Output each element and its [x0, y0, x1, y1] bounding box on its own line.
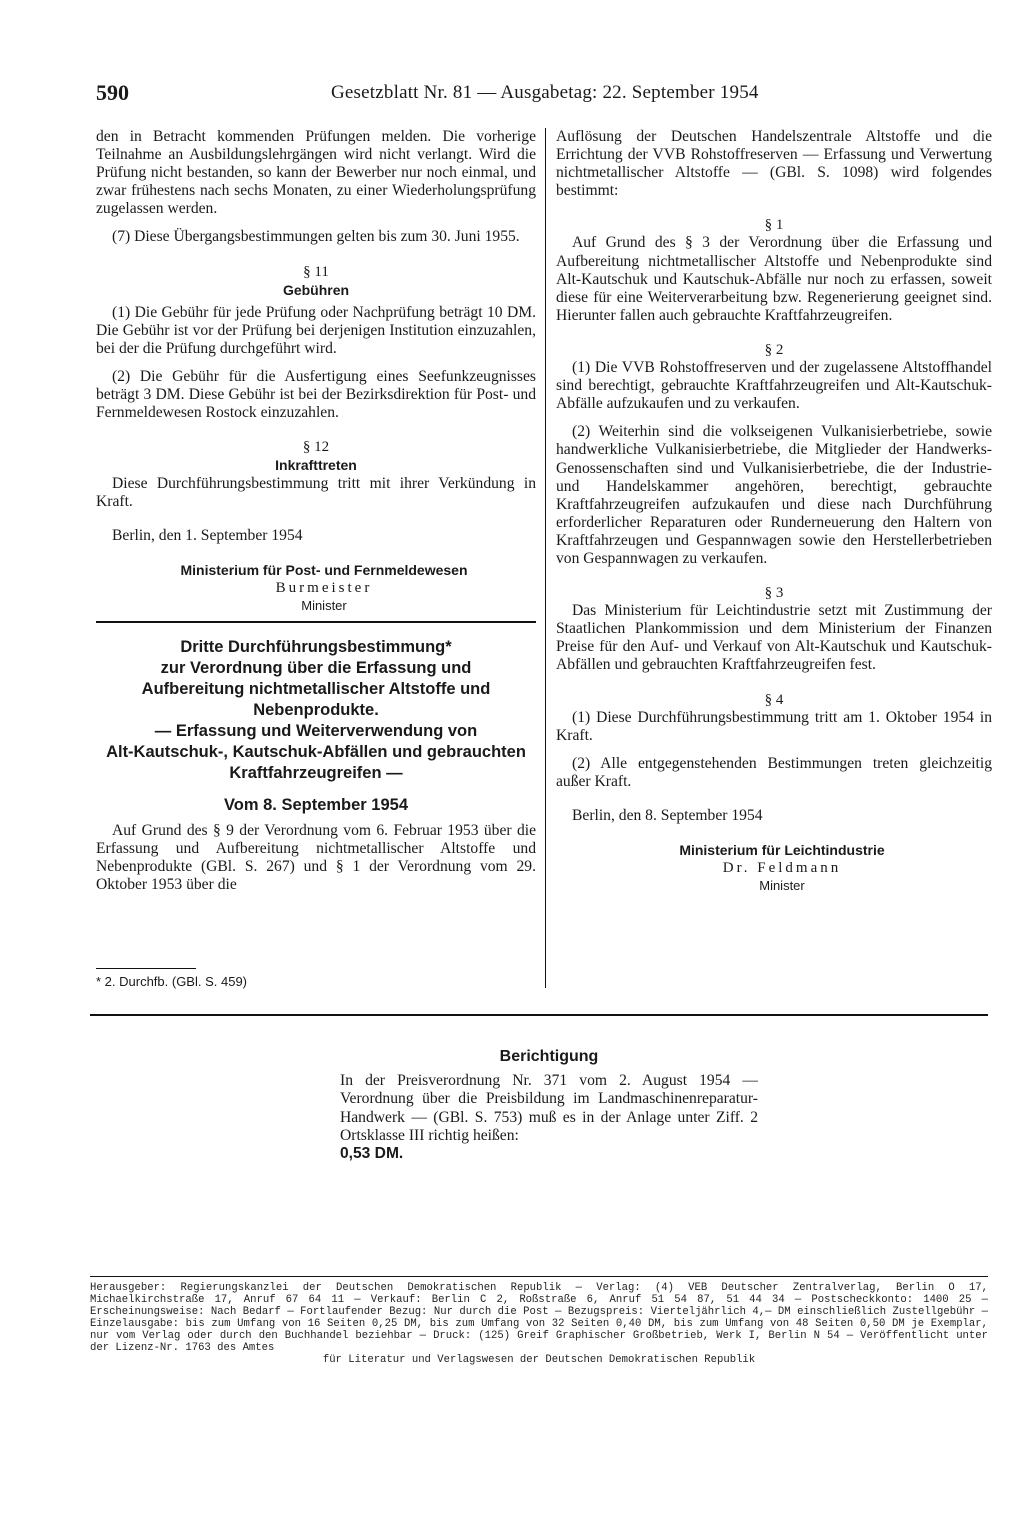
title-line: zur Verordnung über die Erfassung und	[160, 659, 472, 678]
header-title: Gesetzblatt Nr. 81 — Ausgabetag: 22. September 1954	[331, 82, 759, 103]
page-separator	[90, 1014, 988, 1016]
imprint-rule	[90, 1276, 988, 1277]
paragraph: (1) Die VVB Rohstoffreserven und der zugelassene Altstoffhandel sind berechtigt, gebrauchte Kraftfahrzeugreifen und Alt-Kautschuk-Abfälle aufzukaufen und zu verkaufen.	[556, 359, 992, 413]
paragraph: (2) Alle entgegenstehenden Bestimmungen treten gleichzeitig außer Kraft.	[556, 754, 992, 790]
page-header	[96, 80, 786, 110]
paragraph: (2) Die Gebühr für die Ausfertigung eines Seefunkzeugnisses beträgt 3 DM. Diese Gebühr ist bei der Bezirksdirektion für Post- und Fernmeldewesen Rostock einzuzahlen.	[96, 368, 536, 422]
section-rule	[96, 621, 536, 623]
correction-notice	[340, 1048, 758, 1163]
paragraph: Auflösung der Deutschen Handelszentrale Altstoffe und die Errichtung der VVB Rohstoffreserven — Erfassung und Verwertung nichtmetallischer Altstoffe — (GBl. S. 1098) wird folgendes bestimmt:	[556, 128, 992, 200]
section-heading: § 3	[764, 585, 784, 602]
title-line: — Erfassung und Weiterverwendung von	[154, 722, 478, 741]
signature-role: Minister	[301, 597, 347, 613]
paragraph: Auf Grund des § 3 der Verordnung über die Erfassung und Aufbereitung nichtmetallischer Altstoffe und Nebenprodukte sind Alt-Kautschuk und Kautschuk-Abfälle nur noch zu erfassen, soweit diese für eine Weiterverarbeitung bzw. Regenerierung geeignet sind. Hierunter fallen auch gebrauchte Kraftfahrzeugreifen.	[556, 234, 992, 324]
title-line: Kraftfahrzeugreifen —	[229, 764, 403, 783]
left-column	[96, 128, 536, 895]
title-line: Nebenprodukte.	[253, 701, 379, 720]
section-heading: § 11	[303, 263, 329, 280]
section-heading: § 1	[764, 217, 784, 234]
paragraph: Diese Durchführungsbestimmung tritt mit ihrer Verkündung in Kraft.	[96, 474, 536, 510]
paragraph: (2) Weiterhin sind die volkseigenen Vulkanisierbetriebe, sowie handwerkliche Vulkanisierbetriebe, die Mitglieder der Handwerks-Genossenschaften sind und Vulkanisierbetriebe, die der Industrie- und Handelskammer angehören, berechtigt, gebrauchte Kraftfahrzeugreifen aufzukaufen und diese nach Durchführung erforderlicher Reparaturen oder Runderneuerung den Haltern von Kraftfahrzeugen und Gespannwagen sowie den Herstellerbetrieben von Gespannwagen zu verkaufen.	[556, 423, 992, 567]
title-line: Alt-Kautschuk-, Kautschuk-Abfällen und gebrauchten	[106, 743, 526, 762]
section-heading: § 4	[764, 691, 784, 708]
paragraph: (7) Diese Übergangsbestimmungen gelten bis zum 30. Juni 1955.	[112, 228, 520, 246]
section-title: Gebühren	[282, 281, 350, 298]
ordinance-title	[96, 637, 536, 784]
title-line: Aufbereitung nichtmetallischer Altstoffe und	[141, 680, 491, 699]
imprint-text: Herausgeber: Regierungskanzlei der Deutschen Demokratischen Republik — Verlag: (4) VEB Deutscher Zentralverlag, Berlin O 17, Michaelkirchstraße 17, Anruf 67 64 11 — Verkauf: Berlin C 2, Roßstraße 6, Anruf 51 54 87, 51 44 34 — Postscheckkonto: 1400 25 — Erscheinungsweise: Nach Bedarf — Fortlaufender Bezug: Nur durch die Post — Bezugspreis: Vierteljährlich 4,— DM einschließlich Zustellgebühr — Einzelausgabe: bis zum Umfang von 16 Seiten 0,25 DM, bis zum Umfang von 32 Seiten 0,40 DM, bis zum Umfang von 48 Seiten 0,50 DM je Exemplar, nur vom Verlag oder durch den Buchhandel beziehbar — Druck: (125) Greif Graphischer Großbetrieb, Werk I, Berlin N 54 — Veröffentlicht unter der Lizenz-Nr. 1763 des Amtes	[90, 1282, 988, 1354]
paragraph: den in Betracht kommenden Prüfungen melden. Die vorherige Teilnahme an Ausbildungslehrgängen wird nicht verlangt. Wird die Prüfung nicht bestanden, so kann der Bewerber nur noch einmal, und zwar frühestens nach sechs Monaten, zu einer Wiederholungsprüfung zugelassen werden.	[96, 128, 536, 218]
signature-date: Berlin, den 1. September 1954	[112, 526, 303, 544]
section-title: Inkrafttreten	[275, 457, 357, 474]
paragraph: (1) Die Gebühr für jede Prüfung oder Nachprüfung beträgt 10 DM. Die Gebühr ist vor der Prüfung bei derjenigen Institution einzuzahlen, bei der die Prüfung durchgeführt wird.	[96, 303, 536, 357]
section-heading: § 12	[302, 439, 330, 456]
section-heading: § 2	[764, 341, 784, 358]
page-number: 590	[96, 80, 129, 105]
right-column	[556, 128, 992, 895]
paragraph: Auf Grund des § 9 der Verordnung vom 6. Februar 1953 über die Erfassung und Aufbereitung nichtmetallischer Altstoffe und Nebenprodukte (GBl. S. 267) und § 1 der Verordnung vom 29. Oktober 1953 über die	[96, 822, 536, 894]
signature-name: Burmeister	[275, 579, 373, 596]
signature-ministry: Ministerium für Leichtindustrie	[679, 842, 885, 859]
publisher-imprint	[90, 1282, 988, 1366]
signature-date: Berlin, den 8. September 1954	[572, 807, 763, 824]
imprint-last-line: für Literatur und Verlagswesen der Deutschen Demokratischen Republik	[322, 1354, 756, 1366]
ordinance-date: Vom 8. September 1954	[223, 796, 409, 815]
title-line: Dritte Durchführungsbestimmung*	[180, 638, 452, 657]
paragraph: Das Ministerium für Leichtindustrie setzt mit Zustimmung der Staatlichen Plankommission und dem Ministerium der Finanzen Preise für den Auf- und Verkauf von Alt-Kautschuk und Kautschuk-Abfällen und gebrauchten Kraftfahrzeugreifen fest.	[556, 602, 992, 674]
paragraph: (1) Diese Durchführungsbestimmung tritt am 1. Oktober 1954 in Kraft.	[556, 708, 992, 744]
signature-role: Minister	[759, 878, 805, 894]
footnote: * 2. Durchfb. (GBl. S. 459)	[96, 974, 248, 989]
correction-amount: 0,53 DM.	[340, 1145, 404, 1163]
correction-title: Berichtigung	[499, 1048, 599, 1065]
footnote-rule	[96, 968, 196, 969]
column-divider	[545, 128, 546, 988]
correction-body: In der Preisverordnung Nr. 371 vom 2. August 1954 — Verordnung über die Preisbildung im Landmaschinenreparatur-Handwerk — (GBl. S. 753) muß es in der Anlage unter Ziff. 2 Ortsklasse III richtig heißen:	[340, 1072, 758, 1144]
signature-name: Dr. Feldmann	[722, 860, 842, 877]
signature-ministry: Ministerium für Post- und Fernmeldewesen	[180, 561, 468, 578]
correction-text	[340, 1072, 758, 1163]
